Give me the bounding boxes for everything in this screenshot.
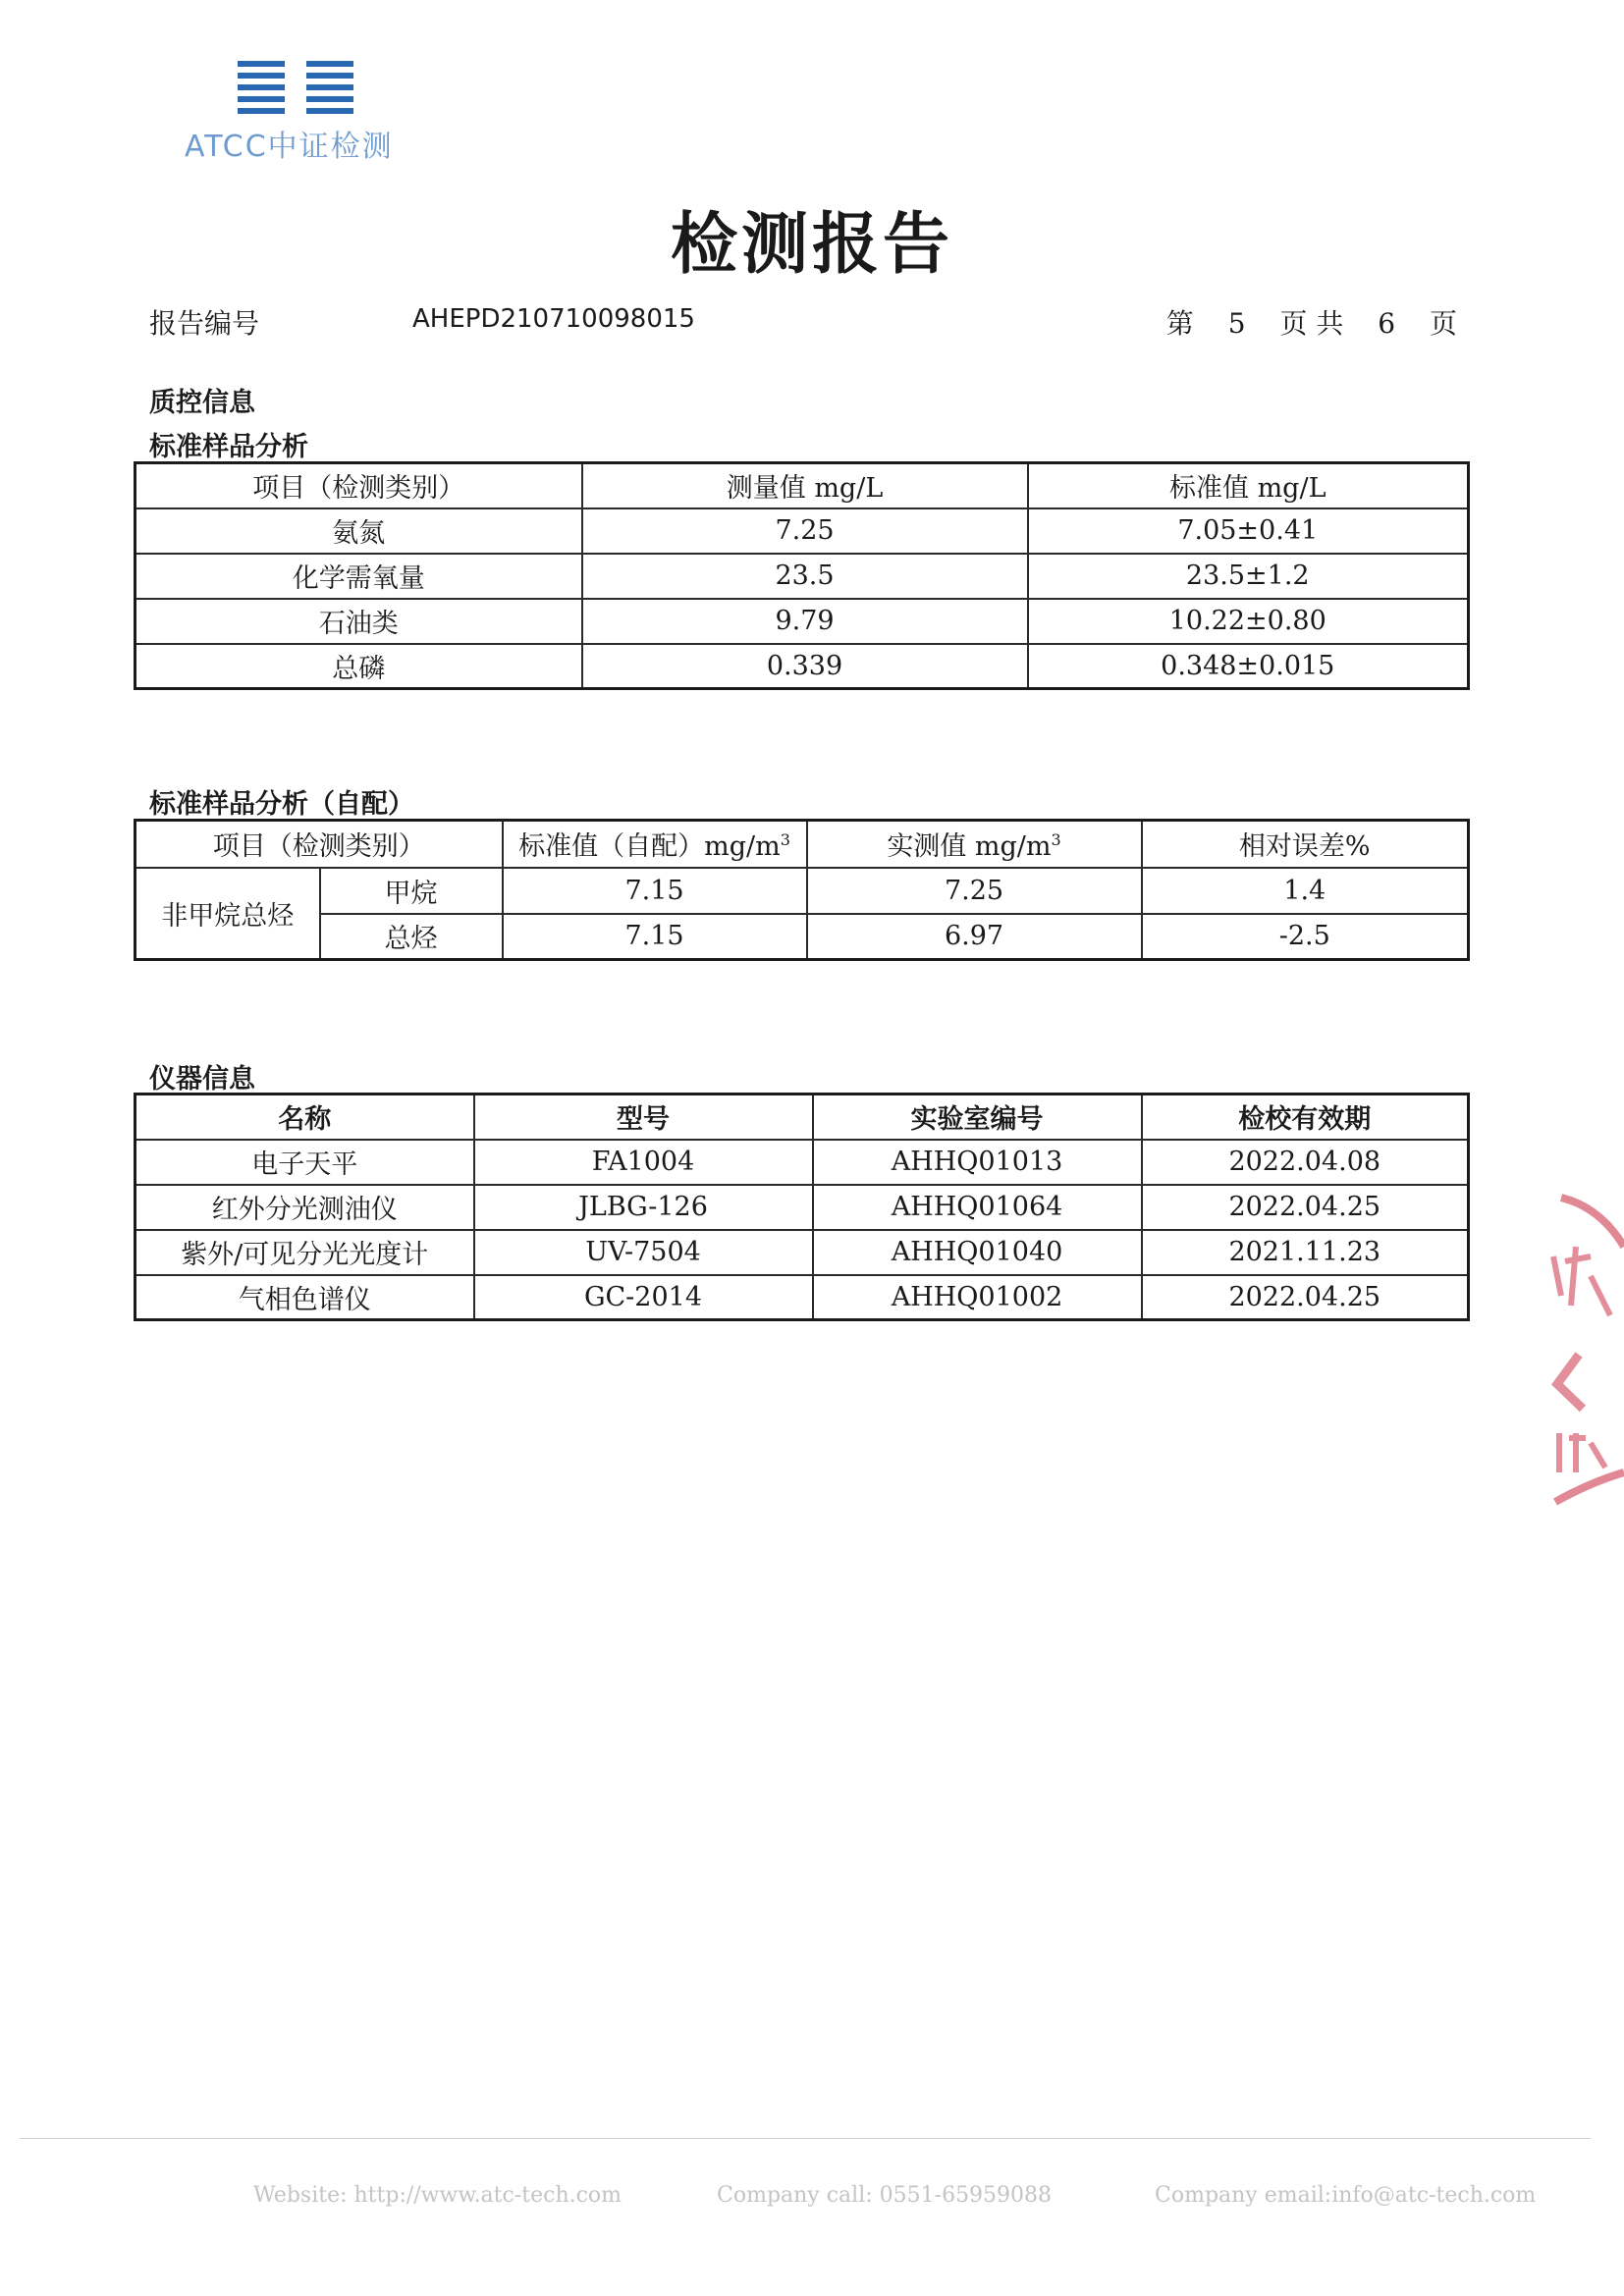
measured-cell: 9.79 (582, 599, 1028, 644)
footer-divider (20, 2138, 1591, 2139)
valid-until-cell: 2021.11.23 (1142, 1230, 1469, 1275)
standard-cell: 23.5±1.2 (1028, 554, 1469, 599)
header-cell: 名称 (135, 1095, 474, 1140)
instrument-name-cell: 红外分光测油仪 (135, 1185, 474, 1230)
self-sample-heading: 标准样品分析（自配） (149, 789, 414, 820)
table-row (135, 554, 1469, 599)
header-cell: 实验室编号 (813, 1095, 1142, 1140)
item-cell: 石油类 (135, 599, 582, 644)
model-cell: FA1004 (474, 1140, 813, 1185)
lab-id-cell: AHHQ01040 (813, 1230, 1142, 1275)
instruments-table (134, 1093, 1470, 1321)
self-sample-table (134, 819, 1470, 961)
table-row (135, 868, 1469, 914)
section-qc-heading: 质控信息 (149, 388, 255, 418)
document-title: 检测报告 (670, 205, 953, 284)
measured-cell: 7.25 (582, 508, 1028, 554)
page-total: 6 (1378, 307, 1396, 340)
page-suffix: 页 (1429, 307, 1457, 340)
standard-cell: 7.15 (503, 914, 807, 960)
standard-cell: 7.15 (503, 868, 807, 914)
valid-until-cell: 2022.04.08 (1142, 1140, 1469, 1185)
header-cell: 标准值（自配）$mg/m^3$ (503, 821, 807, 868)
company-logo (177, 59, 432, 164)
error-cell: -2.5 (1142, 914, 1469, 960)
lab-id-cell: AHHQ01002 (813, 1275, 1142, 1320)
table-header-row (135, 1095, 1469, 1140)
page-prefix: 第 (1165, 307, 1194, 340)
page-current: 5 (1227, 307, 1246, 340)
table-header-row (135, 463, 1469, 508)
measured-cell: 6.97 (807, 914, 1142, 960)
footer-website: Website: http://www.atc-tech.com (253, 2183, 623, 2208)
measured-cell: 0.339 (582, 644, 1028, 689)
table-row (135, 1275, 1469, 1320)
item-cell: 甲烷 (320, 868, 503, 914)
model-cell: UV-7504 (474, 1230, 813, 1275)
standard-cell: 0.348±0.015 (1028, 644, 1469, 689)
measured-cell: 7.25 (807, 868, 1142, 914)
model-cell: GC-2014 (474, 1275, 813, 1320)
item-cell: 总烃 (320, 914, 503, 960)
table-row (135, 1140, 1469, 1185)
header-cell: 标准值 mg/L (1028, 463, 1469, 508)
item-cell: 化学需氧量 (135, 554, 582, 599)
unit-exponent: 3 (1051, 830, 1061, 850)
header-cell: 检校有效期 (1142, 1095, 1469, 1140)
instrument-name-cell: 气相色谱仪 (135, 1275, 474, 1320)
standard-sample-heading: 标准样品分析 (149, 432, 308, 462)
valid-until-cell: 2022.04.25 (1142, 1275, 1469, 1320)
valid-until-cell: 2022.04.25 (1142, 1185, 1469, 1230)
measured-cell: 23.5 (582, 554, 1028, 599)
standard-sample-table (134, 461, 1470, 690)
instruments-heading: 仪器信息 (149, 1064, 255, 1095)
header-cell: 测量值 mg/L (582, 463, 1028, 508)
table-row (135, 599, 1469, 644)
header-cell: 相对误差% (1142, 821, 1469, 868)
unit-exponent: 3 (780, 830, 790, 850)
error-cell: 1.4 (1142, 868, 1469, 914)
model-cell: JLBG-126 (474, 1185, 813, 1230)
lab-id-cell: AHHQ01013 (813, 1140, 1142, 1185)
item-cell: 总磷 (135, 644, 582, 689)
table-row (135, 1230, 1469, 1275)
footer-phone: Company call: 0551-65959088 (717, 2183, 1053, 2208)
group-cell: 非甲烷总烃 (135, 868, 320, 960)
table-row (135, 644, 1469, 689)
report-number-value: AHEPD210710098015 (412, 304, 695, 334)
header-cell: 项目（检测类别） (135, 463, 582, 508)
instrument-name-cell: 电子天平 (135, 1140, 474, 1185)
logo-text: ATCC中证检测 (185, 130, 394, 164)
instrument-name-cell: 紫外/可见分光光度计 (135, 1230, 474, 1275)
standard-cell: 10.22±0.80 (1028, 599, 1469, 644)
footer-email: Company email:info@atc-tech.com (1155, 2183, 1537, 2208)
table-header-row (135, 821, 1469, 868)
lab-id-cell: AHHQ01064 (813, 1185, 1142, 1230)
seal-stamp-icon (1532, 1188, 1624, 1522)
report-number-label: 报告编号 (149, 307, 260, 340)
table-row (135, 1185, 1469, 1230)
standard-cell: 7.05±0.41 (1028, 508, 1469, 554)
table-row (135, 508, 1469, 554)
table-row (135, 914, 1469, 960)
header-cell: 项目（检测类别） (135, 821, 503, 868)
item-cell: 氨氮 (135, 508, 582, 554)
page-mid: 页 共 (1279, 307, 1344, 340)
header-cell: 型号 (474, 1095, 813, 1140)
page-indicator (1141, 302, 1457, 342)
header-cell: 实测值 $mg/m^3$ (807, 821, 1142, 868)
